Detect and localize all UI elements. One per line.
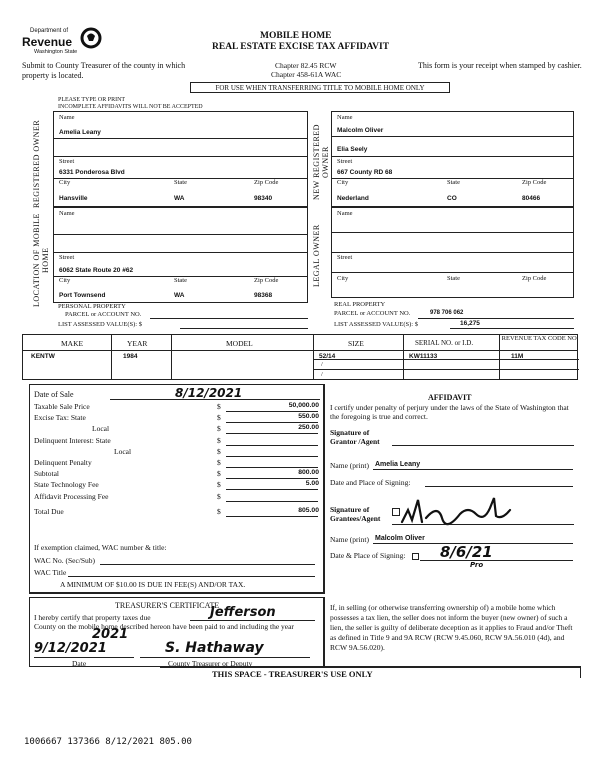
- chapter-rcw: Chapter 82.45 RCW: [275, 61, 337, 70]
- receipt-note: This form is your receipt when stamped by cashier.: [418, 61, 582, 70]
- name-label: Name: [59, 210, 75, 217]
- fee-row: [34, 480, 319, 490]
- fee-label: Taxable Sale Price: [34, 402, 90, 411]
- registered-owner-name: Amelia Leany: [59, 129, 101, 136]
- treasurer-county: Jefferson: [210, 605, 276, 620]
- grantor-name: Amelia Leany: [375, 461, 421, 468]
- dollar-sign: $: [217, 469, 221, 479]
- new-owner-city: Nederland: [337, 195, 369, 202]
- note-type-print: PLEASE TYPE OR PRINT: [58, 97, 126, 103]
- logo: [22, 26, 100, 60]
- city-label: City: [59, 277, 71, 284]
- fee-value: 5.00: [305, 480, 319, 488]
- note-incomplete: INCOMPLETE AFFIDAVITS WILL NOT BE ACCEPTED: [58, 104, 203, 110]
- washington-seal-icon: [80, 26, 102, 50]
- treasurer-use-label: THIS SPACE - TREASURER'S USE ONLY: [212, 669, 373, 679]
- dollar-sign: $: [217, 413, 221, 423]
- vehicle-make: KENTW: [31, 353, 55, 360]
- street-label: Street: [337, 158, 353, 165]
- new-owner-name-2: Elia Seely: [337, 146, 368, 153]
- dollar-sign: $: [217, 506, 221, 516]
- fee-value: 800.00: [298, 469, 319, 477]
- col-size: SIZE: [348, 339, 364, 348]
- location-state: WA: [174, 292, 185, 299]
- fee-row: [34, 402, 319, 412]
- dollar-sign: $: [217, 458, 221, 467]
- zip-label: Zip Code: [254, 277, 279, 284]
- fee-value: 805.00: [298, 506, 319, 514]
- registered-owner-box: [53, 111, 308, 207]
- fee-row: [34, 492, 319, 502]
- grantee-place-value: Pro: [470, 561, 484, 569]
- treasurer-sig-label: County Treasurer or Deputy: [168, 659, 253, 668]
- name-label: Name: [337, 210, 353, 217]
- fee-row: [34, 469, 319, 479]
- registered-owner-state: WA: [174, 195, 185, 202]
- date-place-label: Date and Place of Signing:: [330, 478, 411, 487]
- location-box: [53, 207, 308, 303]
- city-label: City: [337, 179, 349, 186]
- grantee-signature-label: Signature of Grantees/Agent: [330, 505, 381, 523]
- registered-owner-city: Hansville: [59, 195, 88, 202]
- personal-assessed-label: LIST ASSESSED VALUE(S): $: [58, 321, 142, 328]
- fee-label: Excise Tax: State: [34, 413, 86, 423]
- real-assessed-label: LIST ASSESSED VALUE(S): $: [334, 321, 418, 328]
- grantee-name-label: Name (print): [330, 535, 369, 544]
- grantee-date-label: Date & Place of Signing:: [330, 551, 406, 560]
- treasurer-line2: County on the mobile home described hereon have been paid to and including the year: [34, 622, 294, 631]
- chapter-wac: Chapter 458-61A WAC: [271, 70, 342, 79]
- new-owner-side-label: NEW REGISTERED OWNER: [312, 124, 330, 200]
- zip-label: Zip Code: [522, 179, 547, 186]
- fee-value: 50,000.00: [288, 402, 319, 409]
- fee-label: Local: [114, 446, 132, 456]
- logo-line3: Washington State: [34, 49, 78, 55]
- legal-owner-box: [331, 207, 574, 298]
- new-owner-box: [331, 111, 574, 207]
- fee-value: 250.00: [298, 424, 319, 432]
- zip-label: Zip Code: [522, 275, 547, 282]
- dollar-sign: $: [217, 435, 221, 445]
- city-label: City: [337, 275, 349, 282]
- fee-label: Local: [92, 424, 110, 434]
- submit-note: Submit to County Treasurer of the county in which property is located.: [22, 61, 186, 80]
- city-label: City: [59, 179, 71, 186]
- street-label: Street: [337, 254, 353, 261]
- date-of-sale-label: Date of Sale: [34, 390, 74, 399]
- registered-owner-zip: 98340: [254, 195, 273, 202]
- affidavit-title: AFFIDAVIT: [428, 393, 472, 402]
- real-property-title: REAL PROPERTY: [334, 301, 386, 308]
- fee-label: Delinquent Penalty: [34, 458, 92, 467]
- street-label: Street: [59, 158, 75, 165]
- state-label: State: [174, 179, 187, 186]
- col-model: MODEL: [226, 339, 253, 348]
- treasurer-date: 9/12/2021: [34, 641, 107, 656]
- dollar-sign: $: [217, 491, 221, 501]
- form-title-1: MOBILE HOME: [260, 31, 332, 41]
- new-owner-zip: 80466: [522, 195, 541, 202]
- name-label: Name: [337, 114, 353, 121]
- wac-title-label: WAC Title: [34, 568, 67, 577]
- fee-row: [34, 458, 319, 468]
- col-serial: SERIAL NO. or I.D.: [415, 339, 474, 347]
- fee-label: Subtotal: [34, 469, 60, 479]
- fee-label: State Technology Fee: [34, 480, 99, 490]
- dollar-sign: $: [217, 402, 221, 411]
- col-tax-code: REVENUE TAX CODE NO.: [501, 335, 579, 342]
- vehicle-tax-code: 11M: [511, 353, 524, 360]
- zip-label: Zip Code: [254, 179, 279, 186]
- location-side-label: LOCATION OF MOBILE HOME: [32, 213, 50, 307]
- state-label: State: [447, 275, 460, 282]
- tax-lien-warning: If, in selling (or otherwise transferring ownership of) a mobile home which possesses a tax lien, the seller does not inform the buyer (new owner) of such a lien, the seller is guilty of deliberate deception as it applies to Fraud and/or Theft as defined in Title 9 and 9A RCW (RCW 9.45.060, RCW 9A.56.010 (4d), and RCW 9A.56.020).: [330, 603, 573, 652]
- grantee-name: Malcolm Oliver: [375, 535, 425, 542]
- street-label: Street: [59, 254, 75, 261]
- vehicle-year: 1984: [123, 353, 138, 360]
- new-owner-street: 667 County RD 68: [337, 169, 393, 176]
- treasurer-line1: I hereby certify that property taxes due: [34, 613, 151, 622]
- fee-row: [34, 413, 319, 423]
- transfer-note: FOR USE WHEN TRANSFERRING TITLE TO MOBILE HOME ONLY: [190, 82, 450, 93]
- registered-owner-side-label: REGISTERED OWNER: [32, 119, 41, 209]
- real-parcel-label: PARCEL or ACCOUNT NO.: [334, 310, 411, 317]
- fee-row: [34, 436, 319, 446]
- registered-owner-street: 6331 Ponderosa Blvd: [59, 169, 125, 176]
- vehicle-size-3: /: [321, 371, 323, 378]
- fee-value: 550.00: [298, 413, 319, 421]
- dollar-sign: $: [217, 480, 221, 490]
- treasurer-date-label: Date: [72, 659, 87, 668]
- fee-label: Total Due: [34, 506, 64, 516]
- col-year: YEAR: [127, 339, 148, 348]
- new-owner-state: CO: [447, 195, 457, 202]
- real-parcel-value: 978 706 062: [430, 310, 464, 316]
- logo-line2: Revenue: [22, 35, 73, 49]
- wac-no-label: WAC No. (Sec/Sub): [34, 556, 96, 565]
- exemption-label: If exemption claimed, WAC number & title:: [34, 543, 167, 552]
- grantor-signature-label: Signature of Grantor /Agent: [330, 428, 380, 446]
- treasurer-signature: S. Hathaway: [165, 640, 264, 656]
- fee-label: Affidavit Processing Fee: [34, 491, 109, 501]
- vehicle-table: [22, 334, 578, 380]
- real-assessed-value: 16,275: [460, 320, 480, 327]
- dollar-sign: $: [217, 424, 221, 434]
- minimum-note: A MINIMUM OF $10.00 IS DUE IN FEE(S) AND/OR TAX.: [60, 580, 246, 589]
- grantee-date-checkbox[interactable]: [412, 553, 419, 560]
- state-label: State: [447, 179, 460, 186]
- fee-row: [34, 507, 319, 517]
- location-city: Port Townsend: [59, 292, 106, 299]
- fee-label: Delinquent Interest: State: [34, 435, 111, 445]
- logo-line1: Department of: [30, 28, 69, 34]
- treasurer-title: TREASURER'S CERTIFICATE: [115, 601, 220, 610]
- date-of-sale-value: 8/12/2021: [175, 386, 243, 400]
- personal-property-title: PERSONAL PROPERTY: [58, 303, 126, 310]
- fee-row: [34, 424, 319, 434]
- col-make: MAKE: [61, 339, 84, 348]
- new-owner-name: Malcolm Oliver: [337, 127, 384, 134]
- vehicle-size: 52/14: [319, 353, 336, 360]
- affidavit-text: I certify under penalty of perjury under the laws of the State of Washington that the foregoing is true and correct.: [330, 403, 569, 421]
- personal-parcel-label: PARCEL or ACCOUNT NO.: [65, 311, 142, 318]
- state-label: State: [174, 277, 187, 284]
- fee-row: [34, 447, 319, 457]
- dollar-sign: $: [217, 446, 221, 456]
- form-title-2: REAL ESTATE EXCISE TAX AFFIDAVIT: [212, 42, 390, 52]
- grantor-name-label: Name (print): [330, 461, 369, 470]
- name-label: Name: [59, 114, 75, 121]
- treasurer-year: 2021: [92, 627, 129, 642]
- vehicle-serial: KW11133: [409, 353, 438, 360]
- cashier-stamp: 1006667 137366 8/12/2021 805.00: [24, 737, 192, 747]
- legal-owner-side-label: LEGAL OWNER: [312, 224, 321, 288]
- location-zip: 98368: [254, 292, 273, 299]
- vehicle-size-2: /: [321, 361, 323, 368]
- grantee-date-value: 8/6/21: [440, 543, 493, 561]
- location-street: 6062 State Route 20 #62: [59, 267, 134, 274]
